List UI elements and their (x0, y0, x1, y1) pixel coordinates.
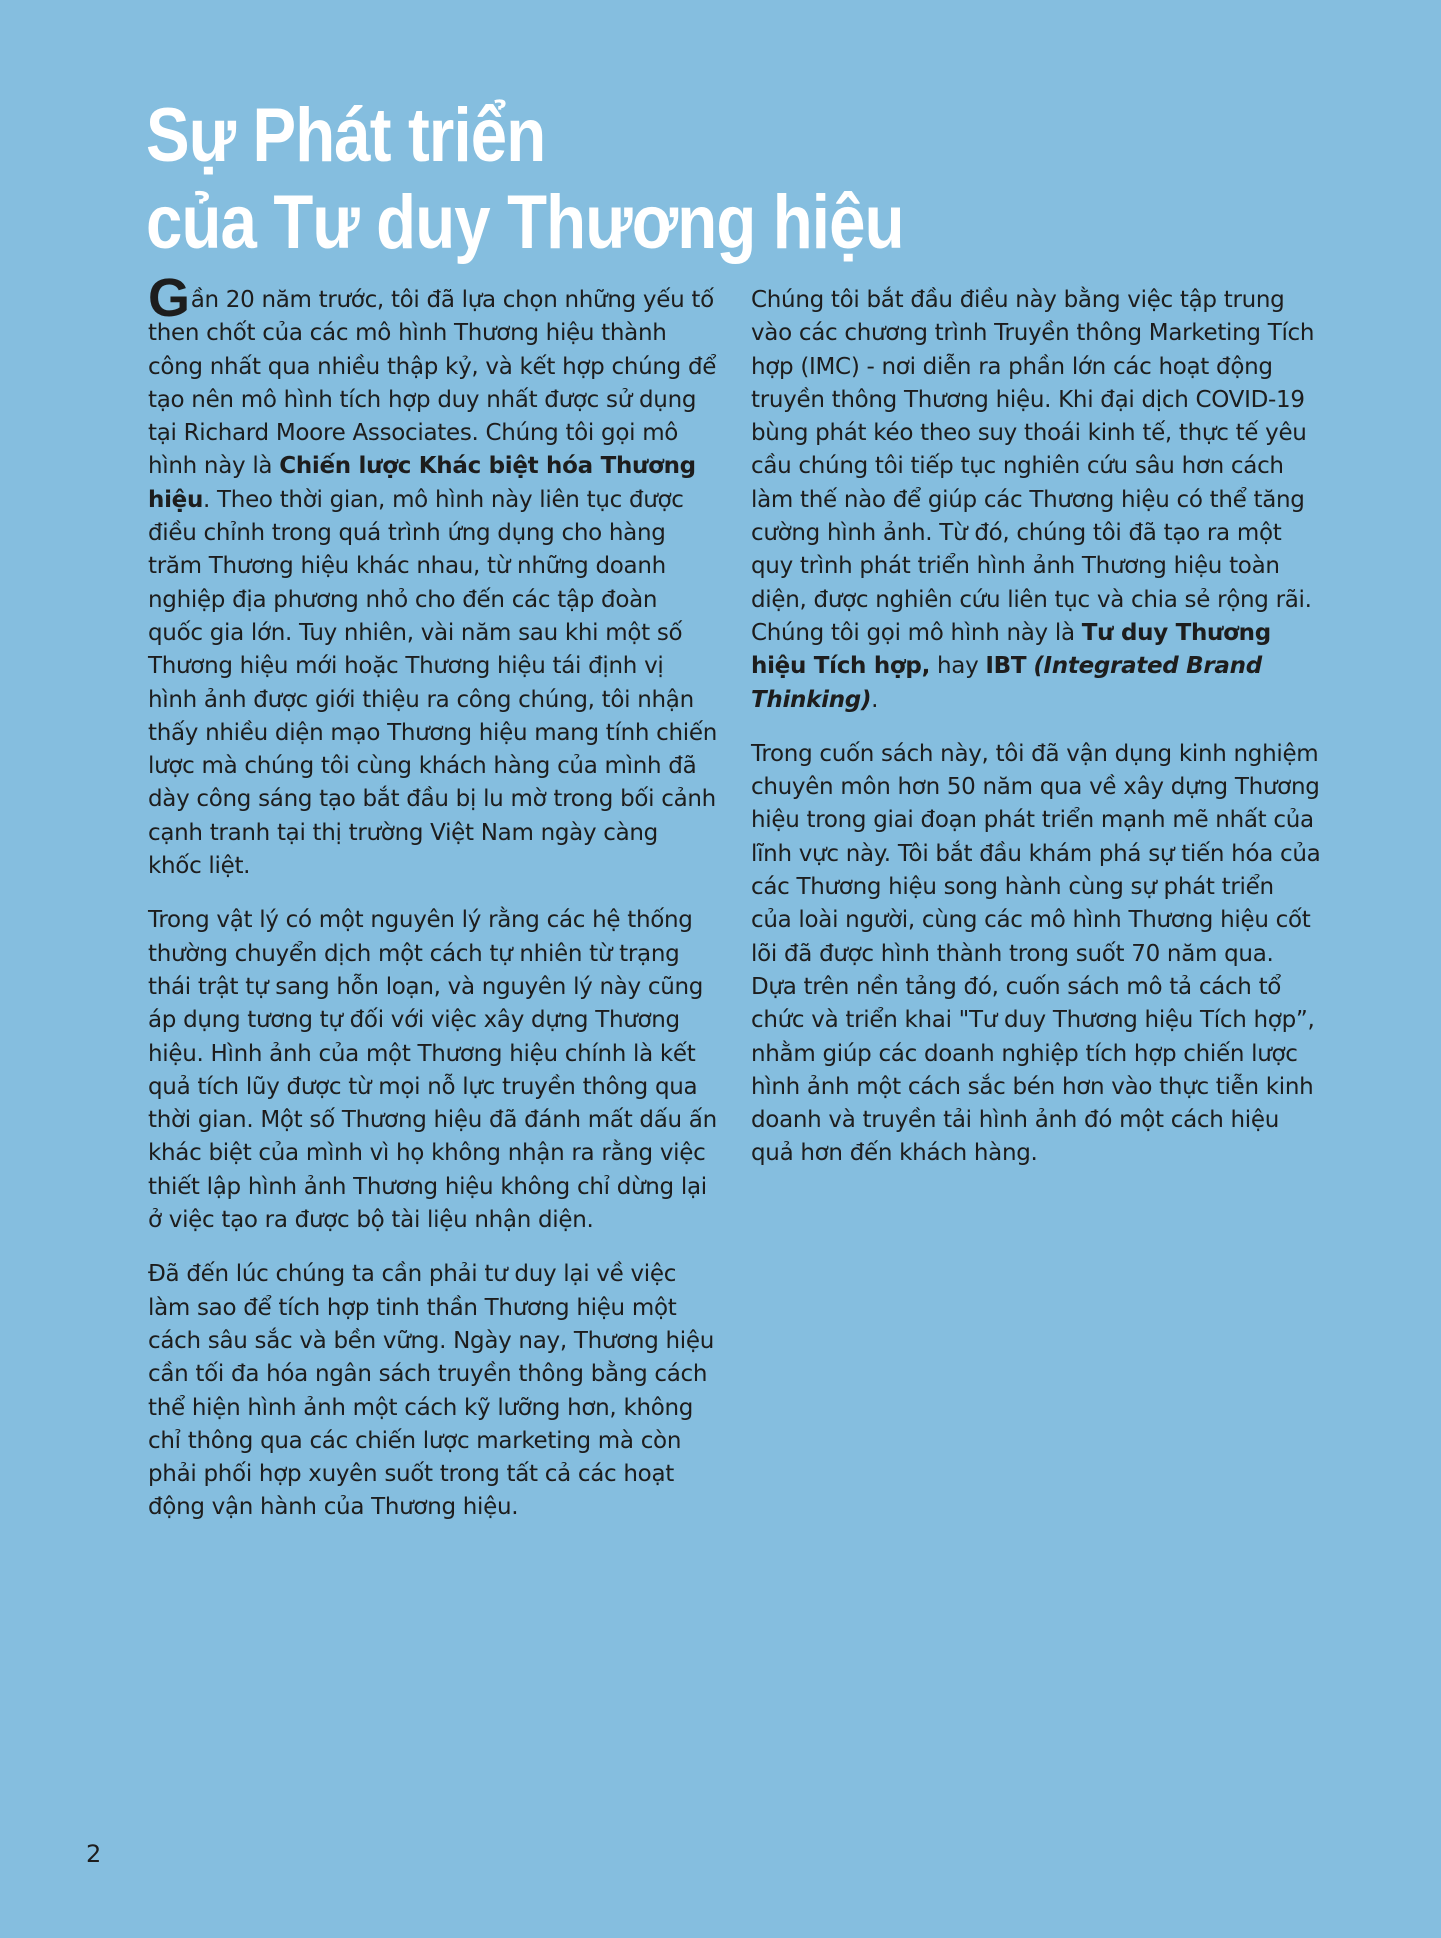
left-column (148, 268, 718, 1546)
paragraph-intro (148, 268, 718, 883)
bold-italic-term: (Integrated Brand Thinking) (751, 653, 1262, 713)
page-number: 2 (86, 1840, 102, 1868)
text-run: Chúng tôi bắt đầu điều này bằng việc tập trung vào các chương trình Truyền thông Marketing Tích hợp (IMC) - nơi diễn ra phần lớn các hoạt động truyền thông Thương hiệu. Khi đại dịch COVID-19 bùng phát kéo theo suy thoái kinh tế, thực tế yêu cầu chúng tôi tiếp tục nghiên cứu sâu hơn cách làm thế nào để giúp các Thương hiệu có thể tăng cường hình ảnh. Từ đó, chúng tôi đã tạo ra một quy trình phát triển hình ảnh Thương hiệu toàn diện, được nghiên cứu liên tục và chia sẻ rộng rãi. Chúng tôi gọi mô hình này là (751, 287, 1315, 646)
page-title (146, 92, 904, 266)
title-line-1: Sự Phát triển (146, 93, 546, 178)
drop-cap: G (148, 268, 190, 328)
paragraph-rethink: Đã đến lúc chúng ta cần phải tư duy lại về việc làm sao để tích hợp tinh thần Thương hiệu một cách sâu sắc và bền vững. Ngày nay, Thương hiệu cần tối đa hóa ngân sách truyền thông bằng cách thể hiện hình ảnh một cách kỹ lưỡng hơn, không chỉ thông qua các chiến lược marketing mà còn phải phối hợp xuyên suốt trong tất cả các hoạt động vận hành của Thương hiệu. (148, 1261, 714, 1521)
text-run: ần 20 năm trước, tôi đã lựa chọn những yếu tố then chốt của các mô hình Thương hiệu thành công nhất qua nhiều thập kỷ, và kết hợp chúng để tạo nên mô hình tích hợp duy nhất được sử dụng tại Richard Moore Associates. Chúng tôi gọi mô hình này là (148, 287, 717, 480)
right-column (751, 284, 1321, 1192)
text-run: . (871, 686, 879, 713)
paragraph-physics: Trong vật lý có một nguyên lý rằng các hệ thống thường chuyển dịch một cách tự nhiên từ trạng thái trật tự sang hỗn loạn, và nguyên lý này cũng áp dụng tương tự đối với việc xây dựng Thương hiệu. Hình ảnh của một Thương hiệu chính là kết quả tích lũy được từ mọi nỗ lực truyền thông qua thời gian. Một số Thương hiệu đã đánh mất dấu ấn khác biệt của mình vì họ không nhận ra rằng việc thiết lập hình ảnh Thương hiệu không chỉ dừng lại ở việc tạo ra được bộ tài liệu nhận diện. (148, 907, 717, 1234)
bold-term: Chiến lược Khác biệt hóa Thương hiệu (148, 453, 696, 513)
text-run: hay (930, 653, 986, 680)
bold-term: IBT (985, 653, 1027, 680)
paragraph-imc (751, 284, 1321, 717)
title-line-2: của Tư duy Thương hiệu (146, 180, 904, 265)
bold-term: Tư duy Thương hiệu Tích hợp, (751, 619, 1271, 680)
paragraph-book-summary: Trong cuốn sách này, tôi đã vận dụng kinh nghiệm chuyên môn hơn 50 năm qua về xây dựng Thương hiệu trong giai đoạn phát triển mạnh mẽ nhất của lĩnh vực này. Tôi bắt đầu khám phá sự tiến hóa của các Thương hiệu song hành cùng sự phát triển của loài người, cùng các mô hình Thương hiệu cốt lõi đã được hình thành trong suốt 70 năm qua. Dựa trên nền tảng đó, cuốn sách mô tả cách tổ chức và triển khai "Tư duy Thương hiệu Tích hợp”, nhằm giúp các doanh nghiệp tích hợp chiến lược hình ảnh một cách sắc bén hơn vào thực tiễn kinh doanh và truyền tải hình ảnh đó một cách hiệu quả hơn đến khách hàng. (751, 740, 1321, 1167)
text-run: . Theo thời gian, mô hình này liên tục được điều chỉnh trong quá trình ứng dụng cho hàng trăm Thương hiệu khác nhau, từ những doanh nghiệp địa phương nhỏ cho đến các tập đoàn quốc gia lớn. Tuy nhiên, vài năm sau khi một số Thương hiệu mới hoặc Thương hiệu tái định vị hình ảnh được giới thiệu ra công chúng, tôi nhận thấy nhiều diện mạo Thương hiệu mang tính chiến lược mà chúng tôi cùng khách hàng của mình đã dày công sáng tạo bắt đầu bị lu mờ trong bối cảnh cạnh tranh tại thị trường Việt Nam ngày càng khốc liệt. (148, 486, 717, 880)
